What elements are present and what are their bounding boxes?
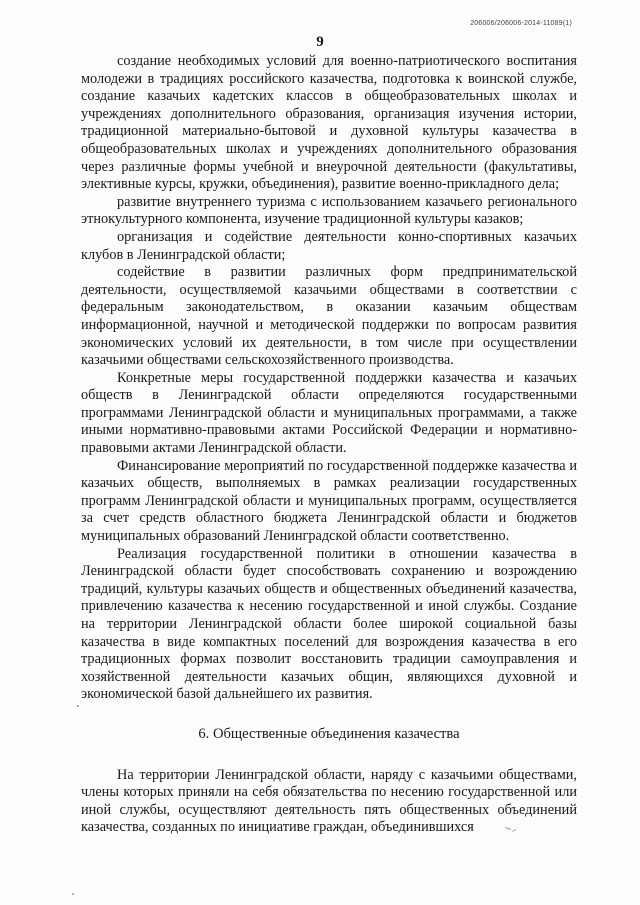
- paragraph: содействие в развитии различных форм предпринимательской деятельности, осуществляемой казачьими обществами в соответствии с федеральным законодательством, в оказании казачьим обществам информационной, научной и методической поддержки по вопросам развития экономических условий их деятельности, в том числе при осуществлении казачьими обществами сельскохозяйственного производства.: [81, 264, 577, 369]
- scan-speck: [72, 893, 74, 895]
- page-number: 9: [316, 34, 324, 50]
- paragraph: создание необходимых условий для военно-патриотического воспитания молодежи в традициях российского казачества, подготовка к воинской службе, создание казачьих кадетских классов в общеобразовательных школах и учреждениях дополнительного образования, организация изучения истории, традиционной материально-бытовой и духовной культуры казачества в общеобразовательных школах и учреждениях дополнительного образования через различные формы учебной и внеурочной деятельности (факультативы, элективные курсы, кружки, объединения), развитие военно-прикладного дела;: [81, 53, 577, 193]
- paragraph: развитие внутреннего туризма с использованием казачьего регионального этнокультурного компонента, изучение традиционной культуры казаков;: [81, 193, 577, 228]
- document-body: [81, 53, 577, 837]
- paragraph: На территории Ленинградской области, наряду с казачьими обществами, члены которых приняли на себя обязательства по несению государственной или иной службы, осуществляют деятельность пять общественных объединений казачества, созданных по инициативе граждан, объединившихся: [81, 766, 577, 836]
- paragraph: Реализация государственной политики в отношении казачества в Ленинградской области будет способствовать сохранению и возрождению традиций, культуры казачьих обществ и общественных объединений казачества, привлечению казачества к несению государственной и иной службы. Создание на территории Ленинградской области более широкой социальной базы казачества в виде компактных поселений для возрождения казачества в его традиционных формах позволит восстановить традиции самоуправления и хозяйственной деятельности казачьих общин, являющихся духовной и экономической базой дальнейшего их развития.: [81, 545, 577, 703]
- document-code: 206006/206006-2014-11089(1): [470, 20, 572, 27]
- paragraph: Финансирование мероприятий по государственной поддержке казачества и казачьих обществ, выполняемых в рамках реализации государственных программ Ленинградской области и муниципальных программ, осуществляется за счет средств областного бюджета Ленинградской области и бюджетов муниципальных образований Ленинградской области соответственно.: [81, 457, 577, 545]
- paragraph: Конкретные меры государственной поддержки казачества и казачьих обществ в Ленинградской области определяются государственными программами Ленинградской области и муниципальных программами, а также иными нормативно-правовыми актами Российской Федерации и нормативно-правовыми актами Ленинградской области.: [81, 369, 577, 457]
- section-heading: 6. Общественные объединения казачества: [198, 725, 460, 742]
- scan-speck: [77, 705, 79, 707]
- paragraph: организация и содействие деятельности конно-спортивных казачьих клубов в Ленинградской области;: [81, 228, 577, 263]
